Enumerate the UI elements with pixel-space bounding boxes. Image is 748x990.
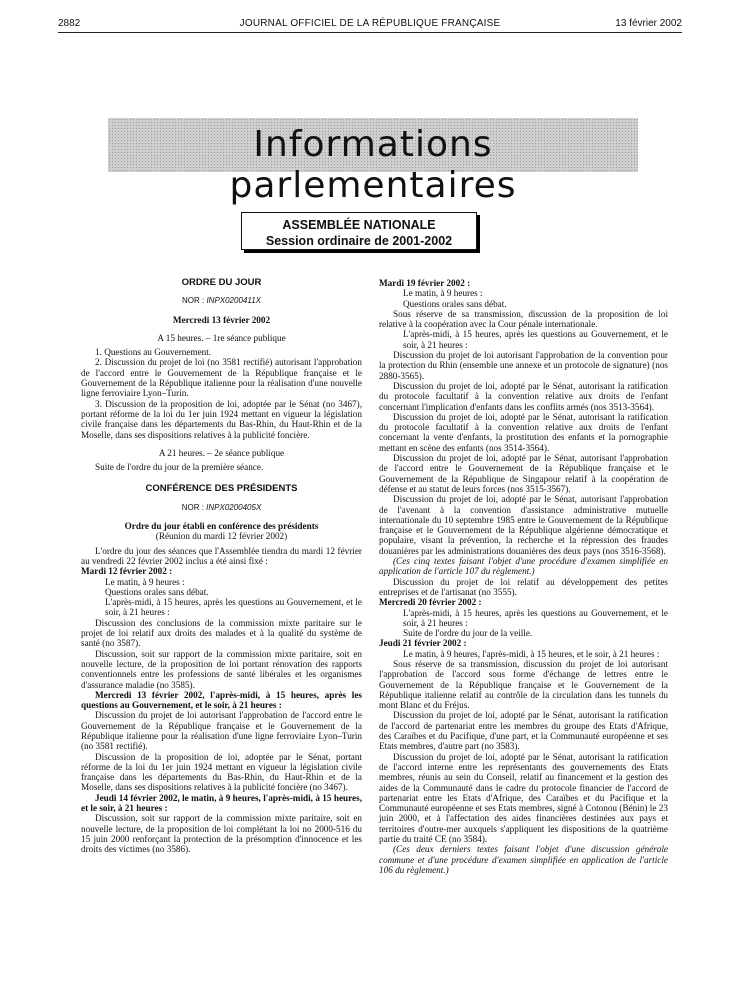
agenda-text: Discussion du projet de loi, adopté par le Sénat, autorisant la ratification de l'accord de partenariat entre les membres du groupe des Etats d'Afrique, des Caraïbes et du Pacifique, d'une part, et la Communauté européenne et ses Etats membres, d'autre part (no 3583). (379, 710, 668, 752)
agenda-text: Discussion, soit sur rapport de la commission mixte paritaire, soit en nouvelle lecture, de la proposition de loi complétant la loi no 2000-516 du 15 juin 2000 renforçant la protection de la présomption d'innocence et les droits des victimes (no 3586). (81, 813, 362, 855)
time-slot: Le matin, à 9 heures : (105, 576, 185, 587)
agenda-text: Discussion du projet de loi autorisant l'approbation de l'accord entre le Gouvernement de la République française et le Gouvernement de la République italienne pour la réalisation d'une ligne ferroviaire Lyon–Turin (no 3581 rectifié). (81, 710, 362, 752)
suite-text: Suite de l'ordre du jour de la première séance. (95, 462, 264, 473)
agenda-text: Discussion du projet de loi, adopté par le Sénat, autorisant la ratification du protocole facultatif à la convention relative aux droits de l'enfant concernant la vente d'enfants, la prostitution des enfants et la pornographie mettant en scène des enfants (nos 3514-3564). (379, 411, 668, 453)
agenda-text: Sous réserve de sa transmission, discussion de la proposition de loi relative à la coopération avec la Cour pénale internationale. (379, 308, 668, 330)
procedure-note: (Ces cinq textes faisant l'objet d'une procédure d'examen simplifiée en application de l'article 107 du règlement.) (379, 556, 668, 577)
agenda-text: Discussion, soit sur rapport de la commission mixte paritaire, soit en nouvelle lecture, de la proposition de loi portant rénovation des rapports conventionnels entre les professions de santé libérales et les organismes d'assurance maladie (no 3585). (81, 648, 362, 690)
agenda-text: Discussion de la proposition de loi, adoptée par le Sénat, portant réforme de la loi du 1er juin 1924 mettant en vigueur la législation civile française dans les départements du Bas-Rhin, du Haut-Rhin et de la Moselle, dans ses dispositions relatives à la publicité foncière (no 3467). (81, 751, 362, 793)
day-heading: Mardi 12 février 2002 : (81, 566, 173, 577)
agenda-text: Questions orales sans débat. (105, 586, 209, 597)
agenda-text: Discussion du projet de loi autorisant l'approbation de la convention pour la protection du Rhin (ensemble une annexe et un protocole de signature) (nos 2880-3565). (379, 350, 668, 381)
nor-reference: NOR : INPX0200405X (181, 502, 262, 512)
right-column (379, 278, 668, 875)
day-heading: Mercredi 20 février 2002 : (379, 597, 482, 608)
day-heading: Mardi 19 février 2002 : (379, 278, 471, 288)
conference-subtitle: Ordre du jour établi en conférence des présidents (124, 521, 319, 532)
time-slot: L'après-midi, à 15 heures, après les questions au Gouvernement, et le soir, à 21 heures : (403, 607, 668, 628)
agenda-text: Discussion du projet de loi, adopté par le Sénat, autorisant l'approbation de l'avenant à la convention d'assistance administrative mutuelle internationale du 10 septembre 1985 entre le Gouvernement de la République française et le Gouvernement de la République algérienne démocratique et populaire, visant la prévention, la recherche et la répression des fraudes douanières par les administrations douanières des deux pays (nos 3516-3568). (379, 494, 668, 556)
agenda-text: Discussion des conclusions de la commission mixte paritaire sur le projet de loi relatif aux droits des malades et à la qualité du système de santé (no 3587). (81, 617, 362, 649)
nor-reference: NOR : INPX0200411X (181, 296, 261, 306)
agenda-text: Sous réserve de sa transmission, discussion du projet de loi autorisant l'approbation de l'accord sous forme d'échange de lettres entre le Gouvernement de la République française et le Gouvernement de la République italienne relatif au contrôle de la circulation dans les tunnels du mont Blanc et du Fréjus. (379, 658, 668, 711)
meeting-date: (Réunion du mardi 12 février 2002) (155, 531, 288, 542)
day-heading: Jeudi 21 février 2002 : (379, 638, 467, 649)
agenda-text: Questions orales sans débat. (403, 298, 507, 309)
conference-title: CONFÉRENCE DES PRÉSIDENTS (145, 483, 298, 495)
agenda-text: Discussion du projet de loi relatif au développement des petites entreprises et de l'artisanat (no 3555). (379, 576, 668, 597)
time-slot: Le matin, à 9 heures, l'après-midi, à 15 heures, et le soir, à 21 heures : (403, 648, 660, 659)
agenda-text: Discussion du projet de loi, adopté par le Sénat, autorisant la ratification du protocole facultatif à la convention relative aux droits de l'enfant concernant l'implication d'enfants dans les conflits armés (nos 3513-3564). (379, 380, 668, 412)
procedure-note: (Ces deux derniers textes faisant l'objet d'une discussion générale commune et d'une procédure d'examen simplifiée en application de l'article 106 du règlement.) (379, 844, 668, 875)
day-heading: Mercredi 13 février 2002, l'après-midi, à 15 heures, après les questions au Gouvernement, et le soir, à 21 heures : (81, 689, 362, 711)
seance-2: A 21 heures. – 2e séance publique (158, 447, 285, 458)
chamber-box (241, 212, 477, 250)
time-slot: L'après-midi, à 15 heures, après les questions au Gouvernement, et le soir, à 21 heures : (105, 597, 362, 618)
intro-text: L'ordre du jour des séances que l'Assemblée tiendra du mardi 12 février au vendredi 22 février 2002 inclus a été ainsi fixé : (81, 545, 362, 566)
seance-1: A 15 heures. – 1re séance publique (157, 332, 286, 343)
running-header (58, 18, 682, 33)
section-banner (108, 118, 638, 206)
agenda-item: 3. Discussion de la proposition de loi, adoptée par le Sénat (no 3467), portant réforme de la loi du 1er juin 1924 mettant en vigueur la législation civile française dans les départements du Bas-Rhin, du Haut-Rhin et de la Moselle, dans ses dispositions relatives à la publicité foncière. (81, 398, 362, 440)
journal-title: JOURNAL OFFICIEL DE LA RÉPUBLIQUE FRANÇAISE (239, 18, 501, 29)
agenda-text: Discussion du projet de loi, adopté par le Sénat, autorisant la ratification de l'accord interne entre les représentants des gouvernements des Etats membres, réunis au sein du Conseil, relatif au financement et la gestion des aides de la Communauté dans le cadre du protocole financier de l'accord de partenariat entre les Etats d'Afrique, des Caraïbes et du Pacifique et la Communauté européenne et ses Etats membres, signé à Cotonou (Bénin) le 23 juin 2000, et à l'affectation des aides financières destinées aux pays et territoires d'outre-mer auxquels s'appliquent les dispositions de la quatrième partie du traité CE (no 3584). (379, 751, 668, 845)
time-slot: Le matin, à 9 heures : (403, 288, 483, 299)
ordre-title: ORDRE DU JOUR (181, 277, 262, 288)
chamber-name: ASSEMBLÉE NATIONALE (282, 218, 436, 232)
left-column (81, 278, 362, 855)
day-heading: Jeudi 14 février 2002, le matin, à 9 heures, l'après-midi, à 15 heures, et le soir, à 21 heures : (81, 792, 362, 814)
banner-title: Informations parlementaires (229, 124, 517, 206)
issue-date: 13 février 2002 (615, 18, 682, 29)
session-name: Session ordinaire de 2001-2002 (265, 234, 453, 248)
agenda-item: 1. Questions au Gouvernement. (95, 347, 212, 358)
agenda-text: Suite de l'ordre du jour de la veille. (403, 628, 533, 639)
agenda-item: 2. Discussion du projet de loi (no 3581 rectifié) autorisant l'approbation de l'accord entre le Gouvernement de la République française et le Gouvernement de la République italienne pour la réalisation d'une nouvelle ligne ferroviaire Lyon–Turin. (81, 357, 362, 399)
date-heading: Mercredi 13 février 2002 (172, 314, 271, 325)
agenda-text: Discussion du projet de loi, adopté par le Sénat, autorisant l'approbation de l'accord entre le Gouvernement de la République française et le Gouvernement de la République de Singapour relatif à la coopération de défense et au statut de leurs forces (nos 3515-3567). (379, 453, 668, 494)
page-number: 2882 (58, 18, 81, 29)
time-slot: L'après-midi, à 15 heures, après les questions au Gouvernement, et le soir, à 21 heures : (403, 329, 668, 350)
